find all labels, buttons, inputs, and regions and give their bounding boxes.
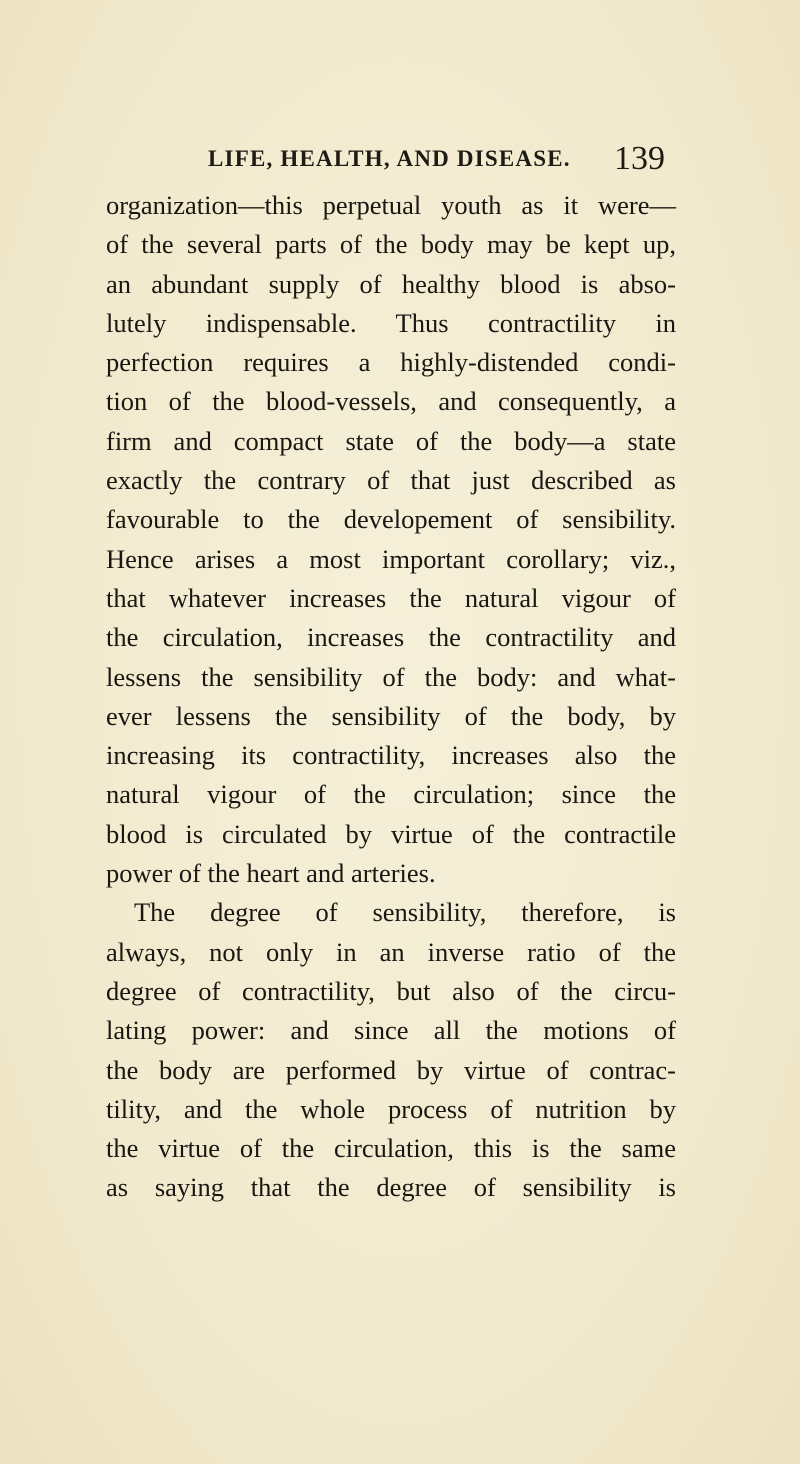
- text-line: tion of the blood-vessels, and consequently, a: [106, 386, 676, 417]
- text-line: The degree of sensibility, therefore, is: [134, 897, 676, 928]
- text-line: an abundant supply of healthy blood is abso-: [106, 268, 676, 299]
- text-line: lessens the sensibility of the body: and what-: [106, 661, 676, 692]
- running-head: LIFE, HEALTH, AND DISEASE.: [208, 146, 571, 171]
- text-line: the circulation, increases the contractility and: [106, 622, 676, 653]
- text-line: Hence arises a most important corollary; viz.,: [106, 543, 676, 574]
- text-line: always, not only in an inverse ratio of the: [106, 936, 676, 967]
- text-line: increasing its contractility, increases also the: [106, 740, 676, 771]
- text-line: firm and compact state of the body—a state: [106, 425, 676, 456]
- text-line: organization—this perpetual youth as it were—: [106, 190, 676, 220]
- text-line: natural vigour of the circulation; since the: [106, 779, 676, 810]
- text-line: power of the heart and arteries.: [106, 858, 436, 889]
- text-line: perfection requires a highly-distended condi-: [106, 347, 676, 378]
- text-line: exactly the contrary of that just described as: [106, 465, 676, 496]
- text-line: lating power: and since all the motions of: [106, 1015, 676, 1046]
- text-line: favourable to the developement of sensibility.: [106, 504, 676, 535]
- text-line: that whatever increases the natural vigour of: [106, 582, 676, 613]
- body-text: [106, 186, 676, 1208]
- text-line: ever lessens the sensibility of the body, by: [106, 700, 676, 731]
- text-line: blood is circulated by virtue of the contractile: [106, 818, 676, 849]
- page-number: 139: [614, 140, 665, 177]
- text-line: of the several parts of the body may be kept up,: [106, 229, 676, 260]
- text-line: as saying that the degree of sensibility is: [106, 1172, 676, 1203]
- text-line: the virtue of the circulation, this is the same: [106, 1133, 676, 1164]
- text-line: the body are performed by virtue of contrac-: [106, 1054, 676, 1085]
- text-line: tility, and the whole process of nutrition by: [106, 1093, 676, 1124]
- text-line: lutely indispensable. Thus contractility in: [106, 307, 676, 338]
- text-line: degree of contractility, but also of the circu-: [106, 975, 676, 1006]
